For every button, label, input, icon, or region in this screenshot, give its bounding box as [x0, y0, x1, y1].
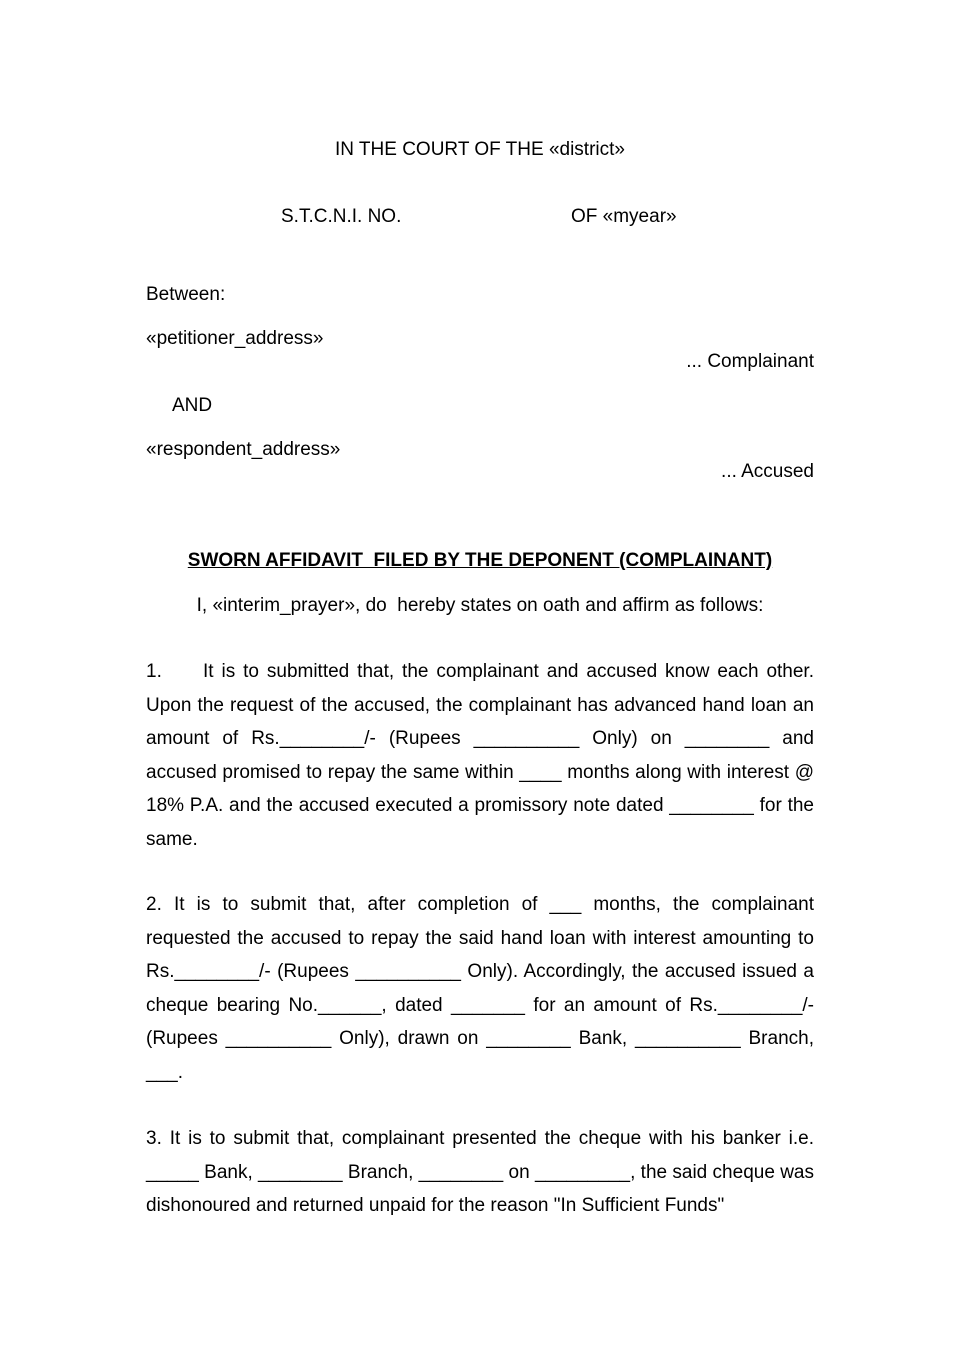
accused-label: ... Accused [721, 461, 814, 482]
paragraph-2 [146, 888, 814, 1089]
court-title: IN THE COURT OF THE «district» [335, 139, 625, 160]
paragraph-text: It is to submit that, complainant presented the cheque with his banker i.e. _____ Bank, ________ Branch, ________ on _________, the said cheque was dishonoured and returned unpaid for the reason "In Sufficient Funds" [146, 1128, 815, 1216]
case-number: S.T.C.N.I. NO. [281, 206, 402, 227]
case-year: OF «myear» [571, 206, 677, 227]
complainant-label: ... Complainant [686, 351, 814, 372]
paragraph-number: 2. [146, 894, 162, 915]
and-label: AND [172, 395, 213, 416]
between-label: Between: [146, 284, 226, 305]
paragraph-text: It is to submitted that, the complainant and accused know each other. Upon the request of the accused, the complainant has advanced hand loan an amount of Rs.________/- (Rupees __________ Only) on ________ and accused promised to repay the same within ____ months along with interest @ 18% P.A. and the accused executed a promissory note dated ________ for the same. [146, 661, 814, 850]
paragraph-number: 1. [146, 661, 162, 682]
oath-line: I, «interim_prayer», do hereby states on oath and affirm as follows: [196, 595, 764, 616]
paragraph-text: It is to submit that, after completion of ___ months, the complainant requested the accused to repay the said hand loan with interest amounting to Rs.________/- (Rupees __________ Only). Accordingly, the accused issued a cheque bearing No.______, dated _______ for an amount of Rs.________/- (Rupees __________ Only), drawn on ________ Bank, __________ Branch, ___. [146, 894, 814, 1083]
petitioner-address: «petitioner_address» [146, 328, 324, 349]
paragraph-1 [146, 655, 814, 856]
paragraph-3 [146, 1122, 814, 1223]
affidavit-heading: SWORN AFFIDAVIT FILED BY THE DEPONENT (COMPLAINANT) [187, 550, 773, 571]
respondent-address: «respondent_address» [146, 439, 341, 460]
paragraph-number: 3. [146, 1128, 162, 1149]
